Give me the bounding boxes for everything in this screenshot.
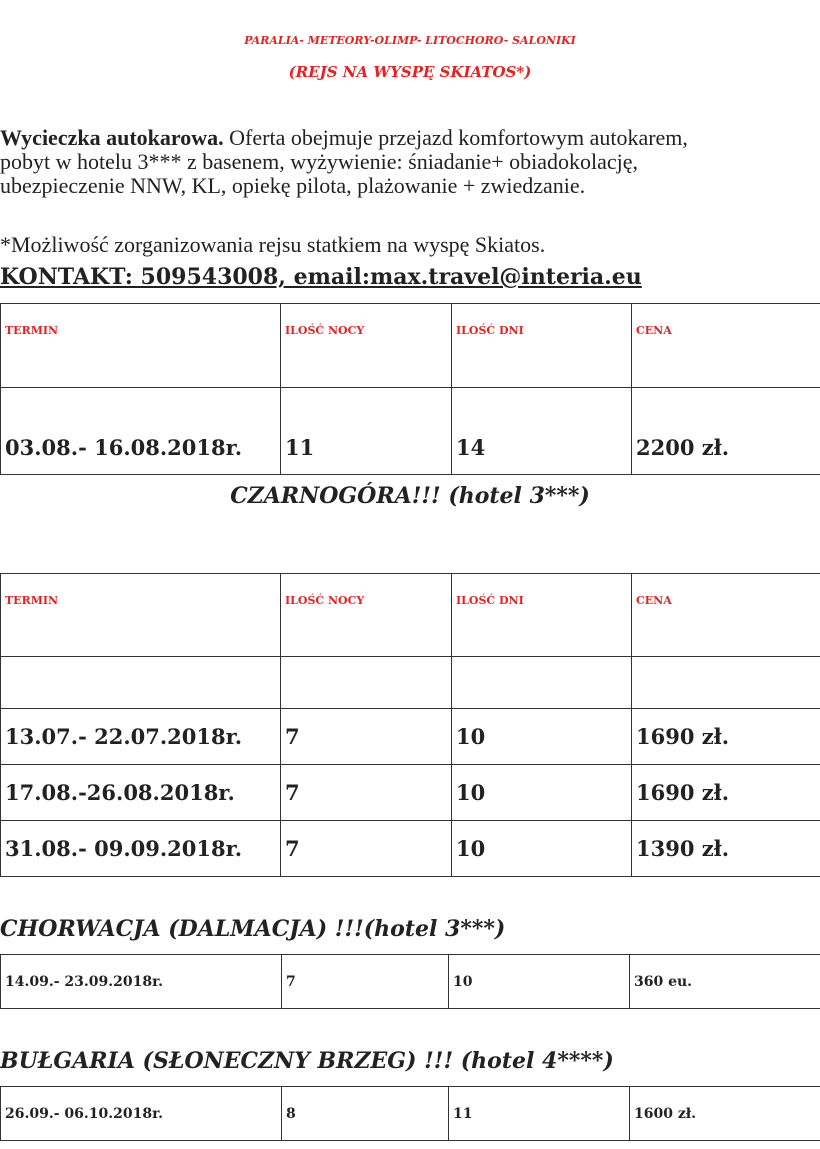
header-days: ILOŚĆ DNI [452,304,632,388]
cruise-heading: (REJS NA WYSPĘ SKIATOS*) [288,63,532,81]
montenegro-title: CZARNOGÓRA!!! (hotel 3***) [230,483,590,509]
row-nights: 8 [282,1087,449,1141]
montenegro-price-table [0,573,820,877]
row-term: 26.09.- 06.10.2018r. [1,1087,282,1141]
header-term: TERMIN [1,574,281,657]
row-price: 1690 zł. [632,709,820,765]
offer-lead: Wycieczka autokarowa. [0,125,224,150]
cruise-note: *Możliwość zorganizowania rejsu statkiem na wyspę Skiatos. [0,232,546,257]
empty-cell [632,657,820,709]
table-row [1,388,820,475]
bulgaria-price-table [0,1086,820,1141]
row-nights: 7 [281,821,452,877]
offer-body: Oferta obejmuje przejazd komfortowym autokarem, pobyt w hotelu 3*** z basenem, wyżywienie: śniadanie+ obiadokolację, ubezpieczenie NNW, KL, opiekę pilota, plażowanie + zwiedzanie. [0,125,688,198]
croatia-price-table [0,954,820,1009]
table-row [1,765,820,821]
row-days: 10 [449,955,630,1009]
row-term: 14.09.- 23.09.2018r. [1,955,282,1009]
header-nights: ILOŚĆ NOCY [281,574,452,657]
row-price: 360 eu. [630,955,820,1009]
empty-cell [1,657,281,709]
row-price: 1690 zł. [632,765,820,821]
row-days: 14 [452,388,632,475]
croatia-title: CHORWACJA (DALMACJA) !!!(hotel 3***) [0,916,506,942]
row-term: 13.07.- 22.07.2018r. [1,709,281,765]
header-nights: ILOŚĆ NOCY [281,304,452,388]
offer-description [0,126,720,198]
row-nights: 7 [281,765,452,821]
row-days: 10 [452,765,632,821]
row-term: 03.08.- 16.08.2018r. [1,388,281,475]
table-row [1,1087,820,1141]
row-days: 10 [452,709,632,765]
row-price: 1390 zł. [632,821,820,877]
table-row [1,709,820,765]
row-nights: 11 [281,388,452,475]
table-row [1,821,820,877]
row-nights: 7 [282,955,449,1009]
greece-price-table [0,303,820,475]
row-term: 31.08.- 09.09.2018r. [1,821,281,877]
header-price: CENA [632,304,820,388]
header-price: CENA [632,574,820,657]
table-row [1,955,820,1009]
row-price: 1600 zł. [630,1087,820,1141]
bulgaria-title: BUŁGARIA (SŁONECZNY BRZEG) !!! (hotel 4****) [0,1048,614,1074]
table-header-row [1,304,820,388]
header-days: ILOŚĆ DNI [452,574,632,657]
empty-row [1,657,820,709]
row-term: 17.08.-26.08.2018r. [1,765,281,821]
row-price: 2200 zł. [632,388,820,475]
route-heading: PARALIA- METEORY-OLIMP- LITOCHORO- SALONIKI [244,34,576,47]
header-term: TERMIN [1,304,281,388]
empty-cell [452,657,632,709]
contact-info: KONTAKT: 509543008, email:max.travel@interia.eu [0,264,642,290]
empty-cell [281,657,452,709]
row-days: 11 [449,1087,630,1141]
row-nights: 7 [281,709,452,765]
table-header-row [1,574,820,657]
row-days: 10 [452,821,632,877]
